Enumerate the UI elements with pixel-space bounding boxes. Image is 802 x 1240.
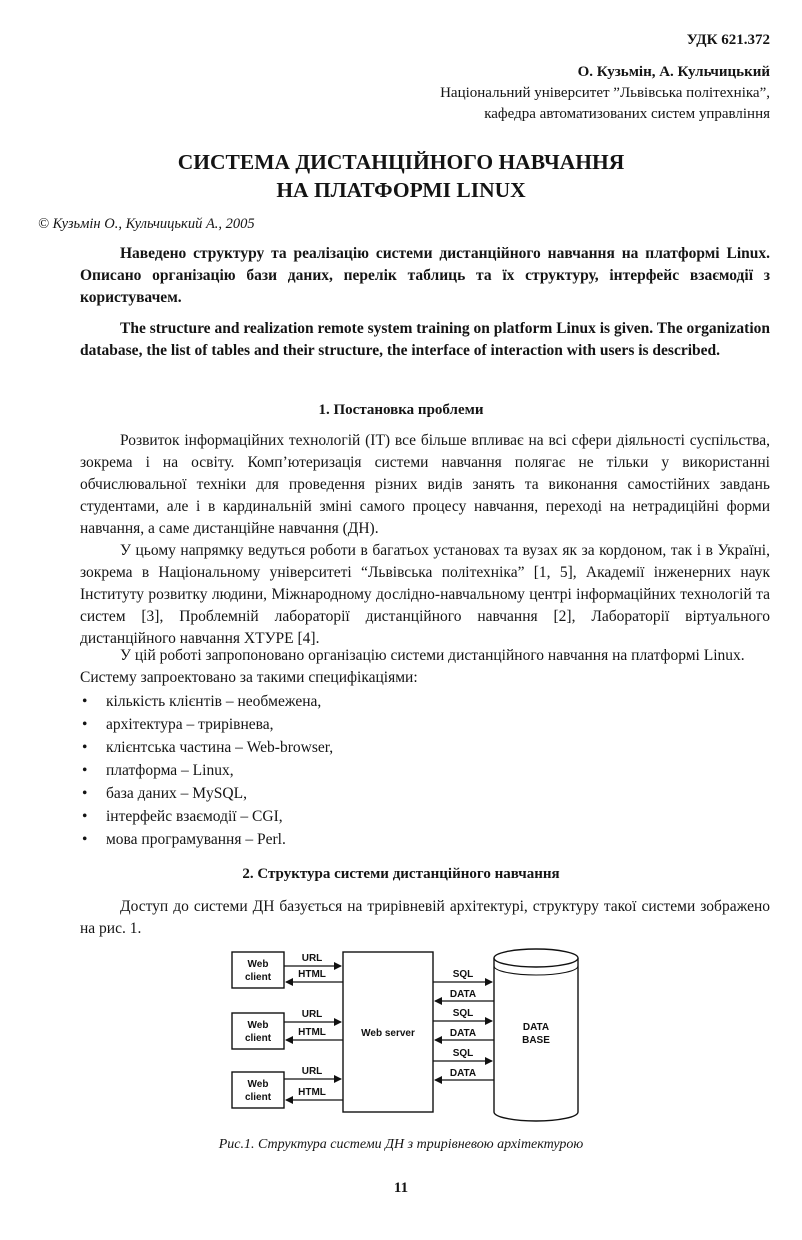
- client-3-label-line-1: Web: [247, 1079, 269, 1090]
- client-2-label-line-2: client: [244, 1033, 272, 1044]
- author-names: О. Кузьмін, А. Кульчицький: [577, 64, 770, 80]
- author-block: [170, 62, 770, 125]
- list-item: • мова програмування – Perl.: [80, 828, 333, 851]
- list-item: • архітектура – трирівнева,: [80, 713, 333, 736]
- section-1-paragraph-2: У цьому напрямку ведуться роботи в багатьох установах та вузах як за кордоном, так і в Україні, зокрема в Національному університеті “Львівська політехніка” [1, 5], Академії інженерних наук Інституту розвитку людини, Міжнародному дослідно-навчальному центрі інформаційних технологій та систем [3], Проблемній лабораторії дистанційного навчання [2], Лабораторії віртуального дистанційного навчання ХТУРЕ [4].: [80, 542, 770, 647]
- abstract-english: The structure and realization remote system training on platform Linux is given. The organization database, the list of tables and their structure, the interface of interaction with users is described.: [80, 320, 770, 359]
- architecture-figure: [222, 940, 587, 1135]
- section-1-paragraph-3: У цій роботі запропоновано організацію системи дистанційного навчання на платформі Linux.: [120, 647, 745, 664]
- database-label-line-1: DATA: [522, 1022, 550, 1033]
- section-2-heading: 2. Структура системи дистанційного навчання: [242, 866, 560, 882]
- architecture-diagram: [222, 940, 587, 1130]
- list-item: • платформа – Linux,: [80, 759, 333, 782]
- client-3-label-line-2: client: [244, 1092, 272, 1103]
- html-label-1: HTML: [298, 969, 326, 980]
- copyright-line: © Кузьмін О., Кульчицький А., 2005: [38, 216, 255, 232]
- sql-label-3: SQL: [452, 1048, 474, 1059]
- data-label-2: DATA: [449, 1028, 477, 1039]
- web-server-label: Web server: [361, 1028, 415, 1039]
- title-line-1: СИСТЕМА ДИСТАНЦІЙНОГО НАВЧАННЯ: [177, 150, 625, 174]
- specification-list: [80, 690, 333, 851]
- list-item: • база даних – MySQL,: [80, 782, 333, 805]
- database-label-line-2: BASE: [522, 1035, 550, 1046]
- section-1-paragraph-1: Розвиток інформаційних технологій (ІТ) все більше впливає на всі сфери діяльності суспільства, зокрема і на освіту. Комп’ютеризація системи навчання полягає не тільки у використанні обчислювальної техніки для проведення різних видів занять та виконання самостійних завдань студентами, але і в кардинальній зміні самого процесу навчання, переході на нетрадиційні форми навчання, а саме дистанційне навчання (ДН).: [80, 432, 770, 537]
- affiliation-university: Національний університет ”Львівська політехніка”,: [440, 85, 770, 101]
- client-1-label-line-1: Web: [247, 959, 269, 970]
- data-label-1: DATA: [449, 989, 477, 1000]
- abstract-ukrainian: Наведено структуру та реалізацію системи дистанційного навчання на платформі Linux. Описано організацію бази даних, перелік таблиць та їх структуру, інтерфейс взаємодії з користувачем.: [80, 245, 770, 306]
- list-item: • інтерфейс взаємодії – CGI,: [80, 805, 333, 828]
- article-title: [0, 148, 802, 204]
- url-label-2: URL: [301, 1009, 323, 1020]
- section-1-paragraph-4: Систему запроектовано за такими специфікаціями:: [80, 669, 418, 686]
- data-label-3: DATA: [449, 1068, 477, 1079]
- list-item: • клієнтська частина – Web-browser,: [80, 736, 333, 759]
- url-label-1: URL: [301, 953, 323, 964]
- sql-label-1: SQL: [452, 969, 474, 980]
- section-1-heading: 1. Постановка проблеми: [318, 402, 484, 418]
- html-label-2: HTML: [298, 1027, 326, 1038]
- client-2-label-line-1: Web: [247, 1020, 269, 1031]
- client-1-label-line-2: client: [244, 972, 272, 983]
- affiliation-department: кафедра автоматизованих систем управління: [484, 106, 770, 122]
- list-item: • кількість клієнтів – необмежена,: [80, 690, 333, 713]
- page-number: 11: [393, 1180, 409, 1196]
- section-2-paragraph-1: Доступ до системи ДН базується на трирівневій архітектурі, структуру такої системи зображено на рис. 1.: [80, 898, 770, 937]
- udk-code: УДК 621.372: [686, 32, 770, 48]
- sql-label-2: SQL: [452, 1008, 474, 1019]
- html-label-3: HTML: [298, 1087, 326, 1098]
- url-label-3: URL: [301, 1066, 323, 1077]
- title-line-2: НА ПЛАТФОРМІ LINUX: [276, 178, 526, 202]
- figure-caption: Рис.1. Структура системи ДН з трирівневою архітектурою: [218, 1137, 584, 1152]
